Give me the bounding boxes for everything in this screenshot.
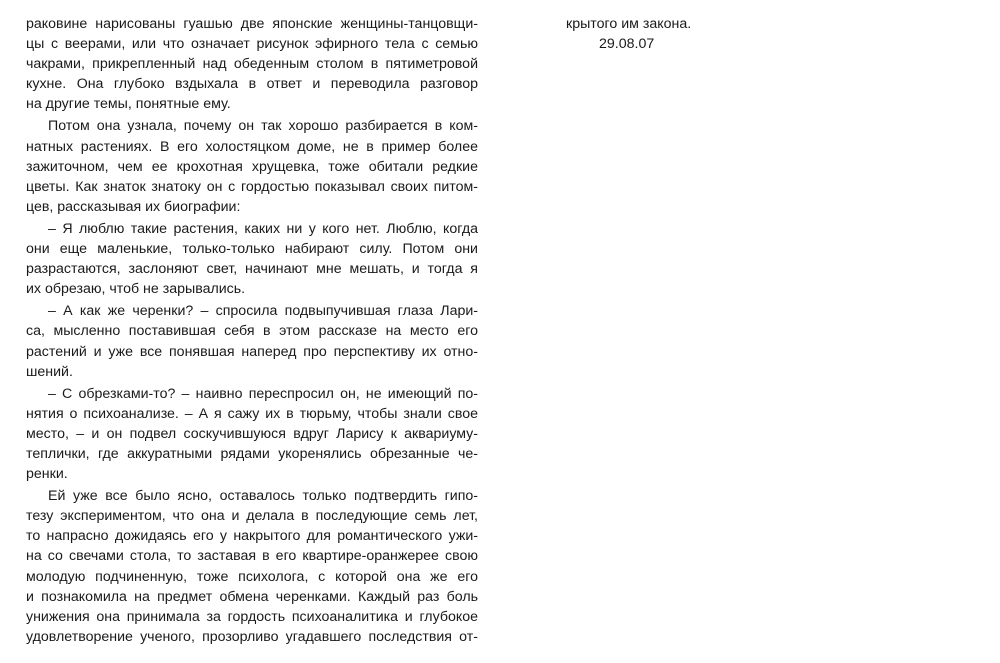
text-line: – А как же черенки? – спросила подвыпучившая глаза Лари- <box>48 303 478 320</box>
text-line: цы с веерами, или что означает рисунок эфирного тела с семью <box>26 36 478 53</box>
text-line: цветы. Как знаток знатоку он с гордостью показывал своих питом- <box>26 178 478 195</box>
text-line: удовлетворение ученого, прозорливо угадавшего последствия от- <box>26 628 478 645</box>
text-line: на со свечами стола, то заставая в его квартире-оранжерее свою <box>26 548 478 565</box>
text-line: то напрасно дожидаясь его у накрытого для романтического ужи- <box>26 528 478 545</box>
paragraph <box>26 116 478 216</box>
text-line: – С обрезками-то? – наивно переспросил он, не имеющий по- <box>48 385 478 402</box>
text-line: чакрами, прикрепленный над обеденным столом в пятиметровой <box>26 56 478 73</box>
text-line: теплички, где аккуратными рядами укоренялись обрезанные че- <box>26 445 478 462</box>
text-line: место, – и он подвел соскучившуюся вдруг Ларису к аквариуму- <box>26 425 478 442</box>
text-line: они еще маленькие, только-только набирают силу. Потом они <box>26 241 478 258</box>
text-line: тезу экспериментом, что она и делала в последующие семь лет, <box>26 508 478 525</box>
text-line: са, мысленно поставившая себя в этом рассказе на место его <box>26 323 478 340</box>
story-date: 29.08.07 <box>599 36 655 53</box>
text-line: шений. <box>26 363 73 380</box>
text-line: раковине нарисованы гуашью две японские женщины-танцовщи- <box>26 16 478 32</box>
left-text-column <box>26 14 478 647</box>
paragraph <box>26 219 478 299</box>
paragraph <box>26 14 478 114</box>
text-line: – Я люблю такие растения, каких ни у кого нет. Люблю, когда <box>48 220 478 237</box>
text-line: на другие темы, понятные ему. <box>26 96 231 113</box>
story-ending-line: крытого им закона. <box>566 16 692 32</box>
paragraph <box>26 486 478 647</box>
text-line: и познакомила на предмет обмена черенками. Каждый раз боль <box>26 588 478 605</box>
text-line: кухне. Она глубоко вздыхала в ответ и переводила разговор <box>26 76 478 93</box>
text-line: зажиточном, чем ее крохотная хрущевка, тоже обитали редкие <box>26 158 478 175</box>
text-line: цев, рассказывая их биографии: <box>26 198 241 215</box>
text-line: нятия о психоанализе. – А я сажу их в тюрьму, чтобы знали свое <box>26 405 478 422</box>
right-text-column <box>566 14 766 54</box>
text-line: унижения она принимала за гордость психоаналитика и глубокое <box>26 608 478 625</box>
text-line: молодую подчиненную, тоже психолога, с которой она же его <box>26 568 478 585</box>
text-line: разрастаются, заслоняют свет, начинают мне мешать, и тогда я <box>26 261 478 278</box>
text-line: их обрезаю, чтоб не зарывались. <box>26 281 246 298</box>
text-line: натных растениях. В его холостяцком доме, не в пример более <box>26 138 478 155</box>
text-line: ренки. <box>26 466 68 483</box>
paragraph <box>26 384 478 484</box>
text-line: растений и уже все понявшая наперед про перспективу их отно- <box>26 343 478 360</box>
text-line: Потом она узнала, почему он так хорошо разбирается в ком- <box>48 118 478 135</box>
text-line: Ей уже все было ясно, оставалось только подтвердить гипо- <box>48 488 478 505</box>
paragraph <box>26 301 478 381</box>
